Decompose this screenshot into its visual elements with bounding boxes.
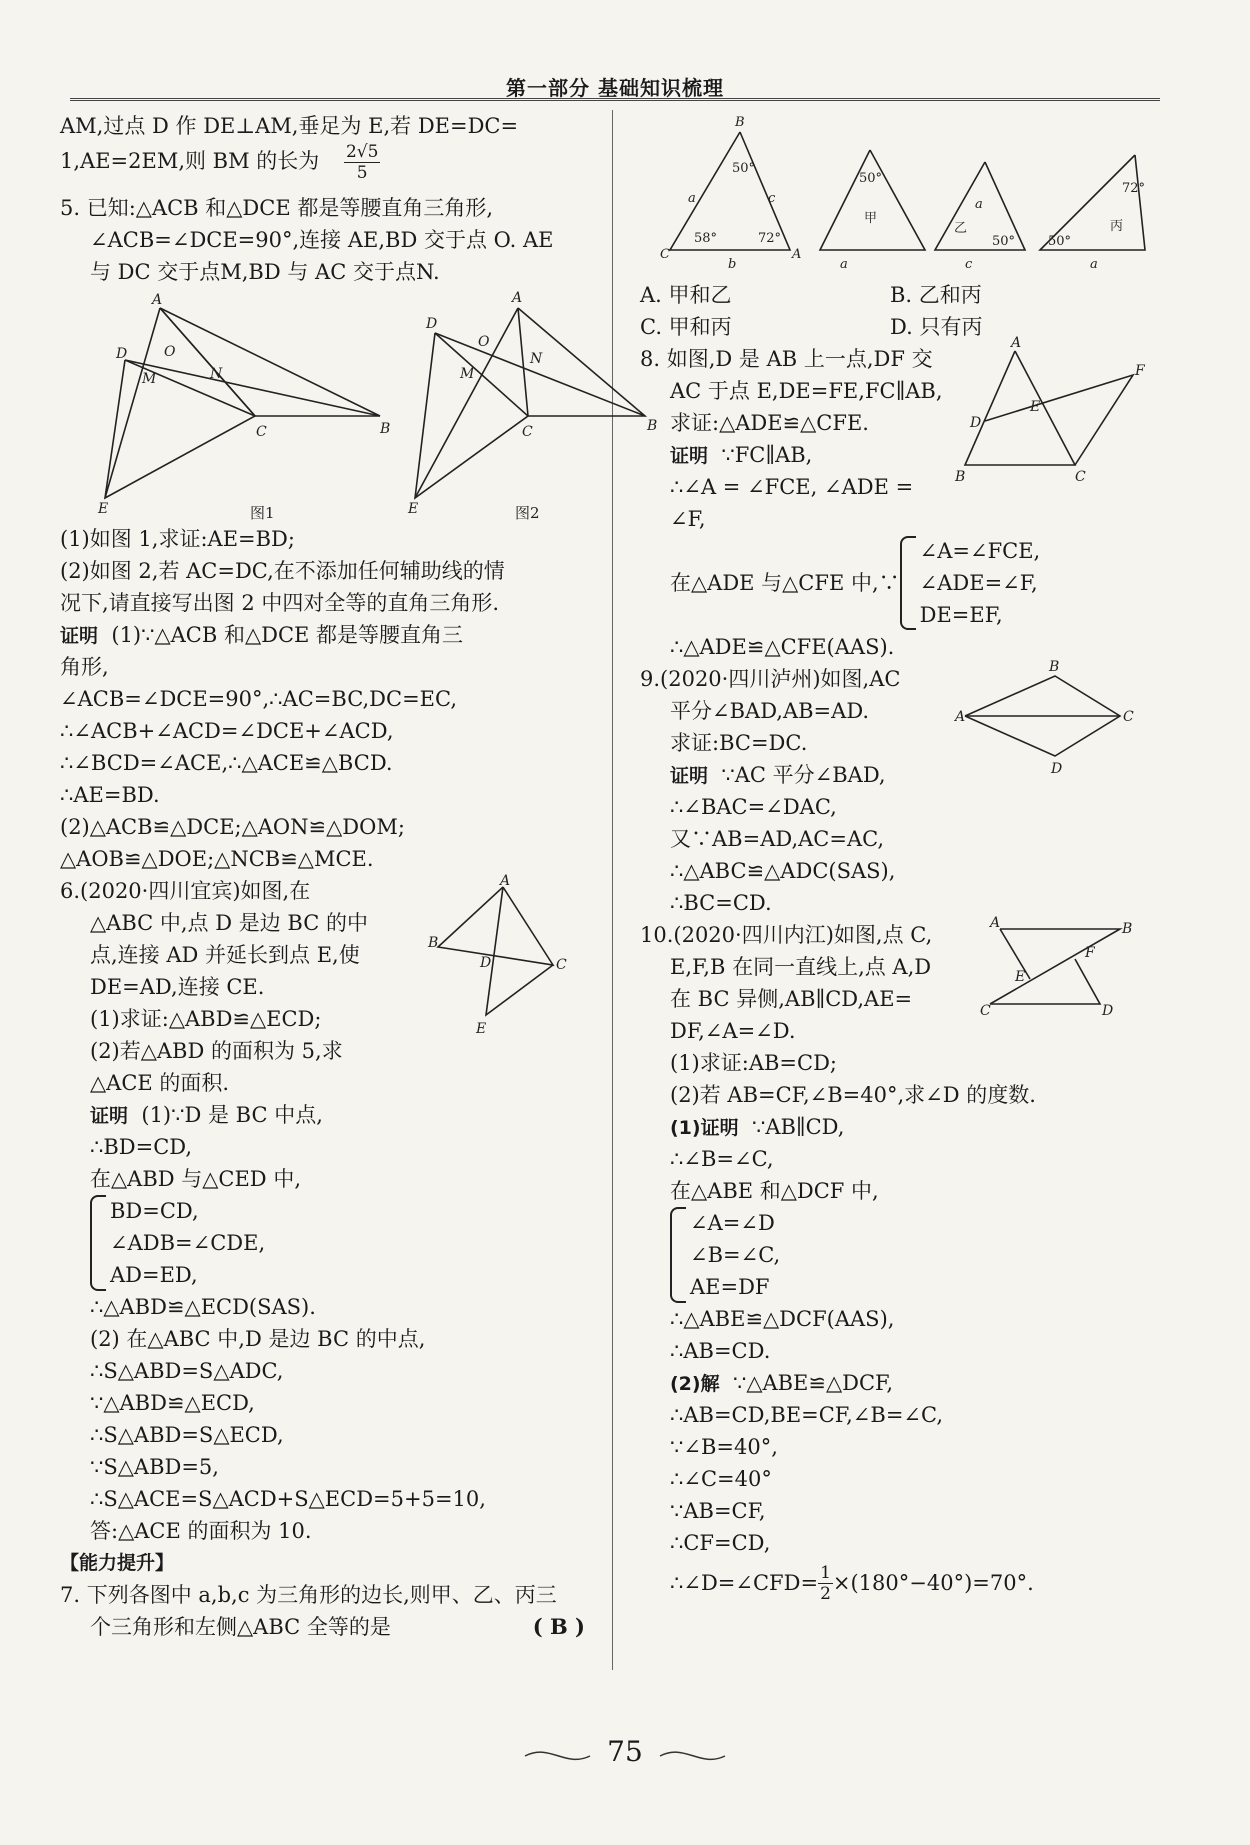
header-title: 第一部分 基础知识梳理 — [506, 76, 724, 100]
brace-line: BD=CD, — [110, 1199, 199, 1223]
q7-option-b: B. 乙和丙 — [890, 283, 982, 307]
proof-label: 证明 — [670, 445, 709, 467]
q7-line-wrap — [60, 1611, 595, 1643]
brace-line: AD=ED, — [110, 1263, 198, 1287]
brace-line: ∠B=∠C, — [690, 1243, 781, 1267]
svg-text:A: A — [990, 915, 1001, 931]
proof-line: ∴∠BCD=∠ACE,∴△ACE≌△BCD. — [60, 751, 393, 775]
solution-text: ×(180°−40°)=70°. — [832, 1571, 1034, 1595]
svg-text:b: b — [728, 257, 737, 272]
svg-text:E: E — [408, 501, 419, 517]
text-line — [60, 142, 595, 192]
svg-text:D: D — [116, 346, 128, 362]
svg-text:A: A — [1011, 335, 1022, 351]
proof-label: 证明 — [60, 625, 99, 647]
solution-line: ∵AB=CF, — [670, 1499, 766, 1523]
svg-text:C: C — [1075, 469, 1086, 485]
solution-final-line — [640, 1559, 1155, 1607]
proof-line: 又∵AB=AD,AC=AC, — [670, 827, 885, 851]
svg-text:E: E — [98, 501, 109, 517]
proof-line: ∴∠ACB+∠ACD=∠DCE+∠ACD, — [60, 719, 394, 743]
q5-line: ∠ACB=∠DCE=90°,连接 AE,BD 交于点 O. AE — [90, 228, 554, 252]
right-column — [640, 110, 1155, 1607]
solution-label: (2)解 — [670, 1373, 720, 1395]
section-heading: 【能力提升】 — [60, 1552, 175, 1574]
svg-text:D: D — [480, 955, 492, 971]
brace-lead: 在△ADE 与△CFE 中,∵ — [670, 571, 900, 595]
q6-figure — [428, 875, 588, 1045]
brace-symbol — [90, 1195, 106, 1291]
proof-line: 在△ABE 和△DCF 中, — [670, 1179, 879, 1203]
svg-text:c: c — [965, 257, 973, 272]
q6-line: 点,连接 AD 并延长到点 E,使 — [90, 943, 360, 967]
q9-line: 求证:BC=DC. — [670, 731, 808, 755]
svg-text:B: B — [380, 421, 391, 437]
q10-line: 10.(2020·四川内江)如图,点 C, — [640, 923, 933, 947]
proof-line: (1)∵D 是 BC 中点, — [141, 1103, 323, 1127]
q5-line: 5. 已知:△ACB 和△DCE 都是等腰直角三角形, — [60, 196, 494, 220]
proof-line: ∴∠BAC=∠DAC, — [670, 795, 837, 819]
svg-text:N: N — [530, 351, 543, 367]
svg-text:B: B — [428, 935, 439, 951]
svg-text:D: D — [1051, 761, 1063, 777]
svg-text:F: F — [1085, 945, 1095, 961]
svg-text:A: A — [152, 292, 163, 308]
proof-line: 在△ABD 与△CED 中, — [90, 1167, 301, 1191]
brace-line: ∠A=∠D — [690, 1211, 775, 1235]
q7-answer: ( B ) — [532, 1614, 585, 1639]
q8-figure — [945, 335, 1145, 495]
proof-line: △AOB≌△DOE;△NCB≌△MCE. — [60, 847, 374, 871]
svg-text:C: C — [556, 957, 567, 973]
proof-line: ∠ACB=∠DCE=90°,∴AC=BC,DC=EC, — [60, 687, 458, 711]
solution-line: ∵∠B=40°, — [670, 1435, 778, 1459]
svg-text:A: A — [955, 709, 966, 725]
brace-line: ∠ADE=∠F, — [919, 571, 1038, 595]
svg-text:甲: 甲 — [864, 211, 878, 226]
proof-line: ∴S△ABD=S△ADC, — [90, 1359, 284, 1383]
proof-line: (2) 在△ABC 中,D 是边 BC 的中点, — [90, 1327, 426, 1351]
q6-line: △ABC 中,点 D 是边 BC 的中 — [90, 911, 368, 935]
proof-line: ∵S△ABD=5, — [90, 1455, 219, 1479]
svg-text:D: D — [426, 316, 438, 332]
proof-label: 证明 — [670, 765, 709, 787]
svg-text:D: D — [1102, 1003, 1114, 1019]
brace-line: ∠ADB=∠CDE, — [110, 1231, 266, 1255]
svg-text:A: A — [512, 290, 523, 306]
svg-text:E: E — [1015, 969, 1026, 985]
proof-line: ∵△ABD≌△ECD, — [90, 1391, 255, 1415]
q6-line: △ACE 的面积. — [90, 1071, 230, 1095]
q6-line: (1)求证:△ABD≌△ECD; — [90, 1007, 322, 1031]
proof-line: (2)△ACB≌△DCE;△AON≌△DOM; — [60, 815, 405, 839]
proof-line: ∴△ABE≌△DCF(AAS), — [670, 1307, 895, 1331]
svg-text:D: D — [970, 415, 982, 431]
q6-brace-system — [60, 1195, 595, 1291]
q9-line: 平分∠BAD,AB=AD. — [670, 699, 870, 723]
proof-line: ∴∠A = ∠FCE, ∠ADE = — [670, 475, 914, 499]
q5-part: (1)如图 1,求证:AE=BD; — [60, 527, 295, 551]
svg-text:B: B — [735, 115, 745, 130]
q7-option-a: A. 甲和乙 — [640, 283, 732, 307]
svg-text:50°: 50° — [732, 161, 756, 176]
svg-text:C: C — [522, 424, 533, 440]
brace-line: DE=EF, — [919, 603, 1003, 627]
fraction-denominator: 5 — [356, 163, 368, 183]
svg-text:M: M — [142, 371, 157, 387]
svg-text:50°: 50° — [992, 234, 1016, 249]
page-header — [70, 64, 1160, 101]
svg-text:B: B — [647, 418, 658, 434]
fraction-half — [818, 1563, 833, 1604]
q7-triangles — [640, 110, 1155, 270]
proof-line: ∴BD=CD, — [90, 1135, 193, 1159]
q6-line: (2)若△ABD 的面积为 5,求 — [90, 1039, 343, 1063]
proof-line: ∵AB∥CD, — [751, 1115, 845, 1139]
q5-figures — [60, 288, 658, 523]
q6-line: 6.(2020·四川宜宾)如图,在 — [60, 879, 311, 903]
q10-line: 在 BC 异侧,AB∥CD,AE= — [670, 987, 913, 1011]
svg-text:F: F — [1135, 363, 1145, 379]
svg-text:A: A — [500, 873, 511, 889]
proof-line: ∴S△ACE=S△ACD+S△ECD=5+5=10, — [90, 1487, 486, 1511]
svg-text:E: E — [1030, 399, 1041, 415]
proof-line: ∴∠B=∠C, — [670, 1147, 774, 1171]
q10-line: DF,∠A=∠D. — [670, 1019, 796, 1043]
svg-text:A: A — [792, 247, 802, 262]
fraction-denominator: 2 — [820, 1583, 831, 1604]
proof-line: 答:△ACE 的面积为 10. — [90, 1519, 312, 1543]
svg-text:58°: 58° — [694, 231, 718, 246]
svg-text:50°: 50° — [1048, 234, 1072, 249]
q9-line: 9.(2020·四川泸州)如图,AC — [640, 667, 901, 691]
fig1-caption: 图1 — [250, 504, 275, 522]
q5-part: 况下,请直接写出图 2 中四对全等的直角三角形. — [60, 591, 500, 615]
svg-text:a: a — [840, 257, 848, 272]
svg-text:M: M — [460, 366, 475, 382]
q9-figure — [955, 661, 1145, 781]
brace-line: AE=DF — [690, 1275, 770, 1299]
q6-line: DE=AD,连接 CE. — [90, 975, 265, 999]
proof-line: ∴AB=CD. — [670, 1339, 771, 1363]
svg-text:E: E — [476, 1021, 487, 1037]
fraction-numerator: 2√5 — [345, 142, 379, 162]
text-fragment: 1,AE=2EM,则 BM 的长为 — [60, 149, 320, 173]
q10-line: (2)若 AB=CF,∠B=40°,求∠D 的度数. — [670, 1083, 1036, 1107]
q7-option-c: C. 甲和丙 — [640, 315, 732, 339]
proof-line: ∠F, — [670, 507, 706, 531]
q7-line: 7. 下列各图中 a,b,c 为三角形的边长,则甲、乙、丙三 — [60, 1583, 557, 1607]
svg-text:C: C — [660, 247, 670, 262]
svg-text:O: O — [478, 334, 490, 350]
left-column — [60, 110, 658, 1643]
proof-line: (1)∵△ACB 和△DCE 都是等腰直角三 — [111, 623, 464, 647]
proof-line: ∴△ADE≌△CFE(AAS). — [670, 635, 895, 659]
q7-options-row — [640, 279, 1155, 311]
svg-text:C: C — [256, 424, 267, 440]
svg-text:a: a — [975, 197, 983, 212]
svg-text:C: C — [980, 1003, 991, 1019]
q8-brace-system — [640, 535, 1155, 631]
proof-line: 角形, — [60, 655, 109, 679]
solution-line: ∴AB=CD,BE=CF,∠B=∠C, — [670, 1403, 943, 1427]
page-number: 75 — [607, 1735, 643, 1768]
proof-line: ∴BC=CD. — [670, 891, 772, 915]
proof-line: ∴△ABC≌△ADC(SAS), — [670, 859, 896, 883]
proof-line: ∴S△ABD=S△ECD, — [90, 1423, 284, 1447]
q7-option-d: D. 只有丙 — [890, 315, 983, 339]
svg-text:c: c — [768, 191, 776, 206]
fraction-numerator: 1 — [820, 1562, 831, 1583]
svg-text:乙: 乙 — [954, 221, 968, 236]
svg-text:B: B — [1049, 659, 1060, 675]
proof-label: (1)证明 — [670, 1117, 739, 1139]
solution-line: ∵△ABE≌△DCF, — [732, 1371, 894, 1395]
q10-brace-system — [640, 1207, 1155, 1303]
q10-line: (1)求证:AB=CD; — [670, 1051, 837, 1075]
svg-text:O: O — [164, 344, 176, 360]
brace-symbol — [900, 536, 916, 630]
q5-part: (2)如图 2,若 AC=DC,在不添加任何辅助线的情 — [60, 559, 505, 583]
svg-text:50°: 50° — [859, 171, 883, 186]
proof-line: ∵AC 平分∠BAD, — [721, 763, 886, 787]
solution-line: ∴∠C=40° — [670, 1467, 772, 1491]
svg-text:72°: 72° — [758, 231, 782, 246]
proof-line: ∴AE=BD. — [60, 783, 160, 807]
svg-text:a: a — [1090, 257, 1098, 272]
fraction-answer — [344, 142, 380, 183]
svg-text:B: B — [1122, 921, 1133, 937]
solution-line: ∴CF=CD, — [670, 1531, 771, 1555]
svg-text:a: a — [688, 191, 696, 206]
q10-line: E,F,B 在同一直线上,点 A,D — [670, 955, 932, 979]
q8-line: 8. 如图,D 是 AB 上一点,DF 交 — [640, 347, 933, 371]
q10-figure — [980, 915, 1150, 1019]
brace-symbol — [670, 1207, 686, 1303]
column-divider — [612, 110, 613, 1670]
proof-line: ∵FC∥AB, — [721, 443, 813, 467]
q8-line: AC 于点 E,DE=FE,FC∥AB, — [670, 379, 943, 403]
svg-text:72°: 72° — [1122, 181, 1146, 196]
fig2-caption: 图2 — [515, 504, 540, 522]
text-line: AM,过点 D 作 DE⊥AM,垂足为 E,若 DE=DC= — [60, 114, 519, 138]
svg-text:C: C — [1123, 709, 1134, 725]
q5-line: 与 DC 交于点M,BD 与 AC 交于点N. — [90, 260, 440, 284]
proof-label: 证明 — [90, 1105, 129, 1127]
q8-line: 求证:△ADE≌△CFE. — [670, 411, 869, 435]
proof-line: ∴△ABD≌△ECD(SAS). — [90, 1295, 316, 1319]
svg-text:B: B — [955, 469, 966, 485]
q7-line: 个三角形和左侧△ABC 全等的是 — [90, 1615, 391, 1639]
svg-text:N: N — [210, 366, 223, 382]
svg-text:丙: 丙 — [1110, 219, 1124, 234]
solution-text: ∴∠D=∠CFD= — [670, 1571, 819, 1595]
brace-line: ∠A=∠FCE, — [919, 539, 1041, 563]
